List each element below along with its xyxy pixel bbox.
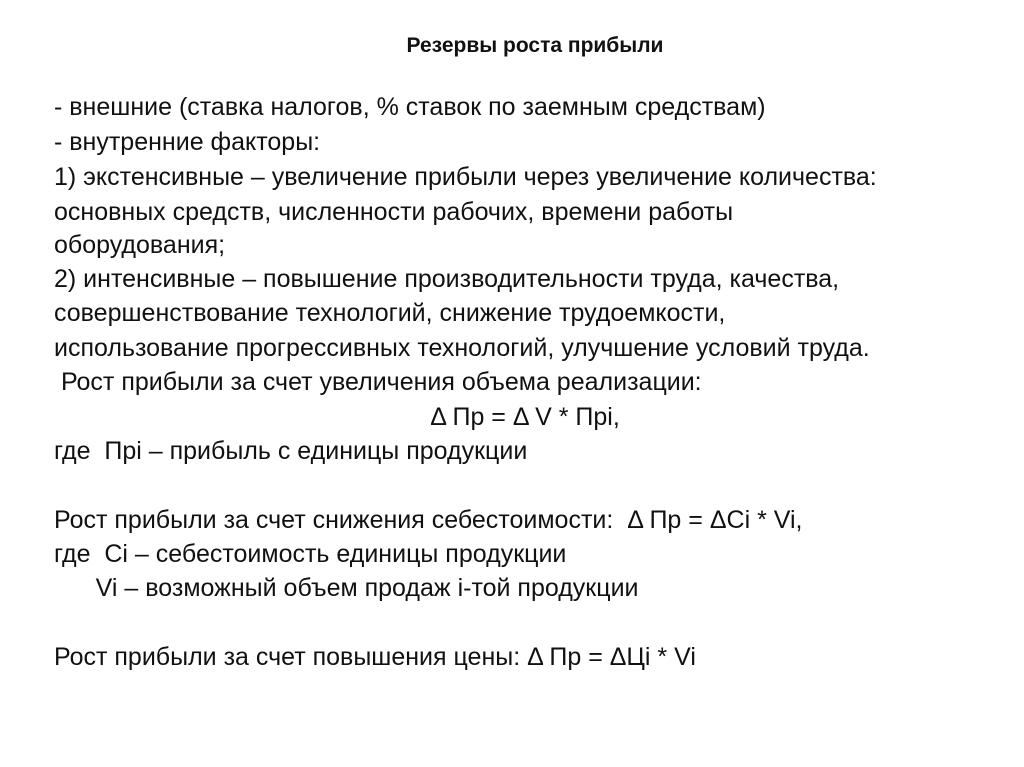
line-price-increase: Рост прибыли за счет повышения цены: Δ Пр = ΔЦi * Vi [54,643,696,671]
line-extensive-continued: основных средств, численности рабочих, времени работы [54,198,734,226]
formula-volume: Δ Пр = Δ V * Прi, [430,403,620,431]
line-sales-volume-definition: Vi – возможный объем продаж i-той продукции [54,574,639,602]
line-internal-factors: - внутренние факторы: [54,128,321,156]
line-external-factors: - внешние (ставка налогов, % ставок по заемным средствам) [54,93,766,121]
slide-title: Резервы роста прибыли [406,34,664,57]
line-volume-definition: где Прi – прибыль с единицы продукции [54,437,528,465]
line-intensive-end: использование прогрессивных технологий, улучшение условий труда. [54,334,870,362]
line-extensive-factors: 1) экстенсивные – увеличение прибыли через увеличение количества: [54,163,877,191]
line-extensive-end: оборудования; [54,231,226,259]
line-volume-growth: Рост прибыли за счет увеличения объема реализации: [54,368,702,396]
line-intensive-factors: 2) интенсивные – повышение производительности труда, качества, [54,265,840,293]
line-intensive-continued: совершенствование технологий, снижение трудоемкости, [54,299,726,327]
line-cost-definition: где Ci – себестоимость единицы продукции [54,540,567,568]
line-cost-reduction: Рост прибыли за счет снижения себестоимости: Δ Пр = ΔCi * Vi, [54,506,803,534]
